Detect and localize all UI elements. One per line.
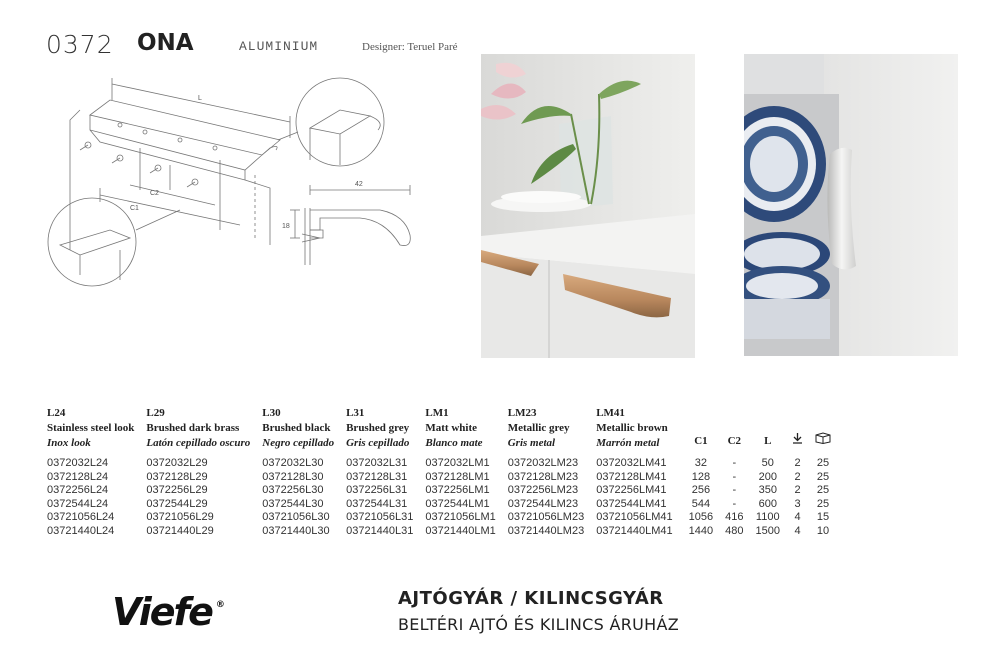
dim-cell-c1: 32 [694,457,708,469]
ref-cell-l29: 0372032L29 [146,457,208,469]
ref-cell-lm23: 0372544LM23 [507,497,579,510]
photo-cabinet-handle [744,54,958,356]
shop-name: AJTÓGYÁR / KILINCSGYÁR [398,588,664,609]
ref-cell-lm1: 0372256LM1 [425,484,490,496]
ref-cell-l31: 03721056L31 [346,511,414,523]
technical-drawing [40,70,470,330]
ref-cell-l24: 0372128L24 [47,470,109,483]
dim-cell-c2: - [732,497,737,510]
ref-cell-l24: 0372544L24 [47,497,109,510]
dim-l-label: L [198,95,202,102]
dim-cell-box: 25 [816,484,830,496]
ref-cell-l31: 0372032L31 [346,457,408,469]
ref-cell-lm1: 03721056LM1 [425,511,496,523]
ref-cell-lm23: 03721440LM23 [507,524,585,537]
ref-cell-l30: 0372544L30 [262,497,324,510]
ref-cell-lm41: 0372128LM41 [596,470,667,483]
ref-cell-lm23: 0372032LM23 [507,457,579,469]
dim-cell-c2: 480 [725,524,744,537]
ref-cell-lm23: 03721056LM23 [507,511,585,523]
table-row [45,457,837,471]
dim-cell-pack: 2 [794,470,801,483]
ref-cell-l24: 03721056L24 [47,511,115,523]
ref-cell-l30: 0372128L30 [262,470,324,483]
ref-cell-l24: 03721440L24 [47,524,115,537]
dim-c1-label: C1 [130,205,139,212]
ref-cell-lm1: 0372544LM1 [425,497,490,510]
ref-cell-lm41: 03721440LM41 [596,524,673,537]
dim-cell-c1: 256 [691,484,711,496]
table-row [45,498,837,512]
ref-cell-l29: 03721440L29 [146,524,214,537]
product-material: ALUMINIUM [239,39,319,54]
dim-cell-l: 1500 [755,524,780,537]
spec-table [45,406,837,538]
dim-cell-box: 15 [816,511,830,523]
ref-cell-lm41: 03721056LM41 [596,511,673,523]
product-name: ONA [137,30,194,56]
dim-cell-c1: 128 [691,470,711,483]
dim-cell-c1: 1056 [688,511,714,523]
finish-header-l30: L30 Brushed black Negro cepillado [262,407,335,449]
ref-cell-lm41: 0372256LM41 [596,484,667,496]
dim-cell-l: 350 [758,484,777,496]
dim-cell-c1: 544 [691,497,711,510]
dim-cell-pack: 2 [794,484,801,496]
header-c1: C1 [694,435,708,447]
header-l: L [764,435,772,447]
finish-header-l29: L29 Brushed dark brass Latón cepillado oscuro [146,407,251,449]
ref-cell-l29: 0372256L29 [146,484,208,496]
dim-cell-pack: 2 [794,457,801,469]
ref-cell-l24: 0372256L24 [47,484,109,496]
table-row [45,484,837,498]
dim-cell-box: 25 [816,497,830,510]
finish-header-l24: L24 Stainless steel look Inox look [47,407,135,449]
dim-cell-c2: 416 [725,511,744,523]
dim-height-label: 18 [282,223,290,230]
ref-cell-l31: 0372128L31 [346,470,408,483]
dim-cell-c1: 1440 [688,524,714,537]
designer-credit: Designer: Teruel Paré [362,41,458,53]
ref-cell-l31: 03721440L31 [346,524,414,537]
ref-cell-l24: 0372032L24 [47,457,109,469]
photo-kitchen-handles [481,54,695,358]
ref-cell-lm1: 0372032LM1 [425,457,490,469]
dim-cell-l: 200 [758,470,777,483]
box-icon [809,406,837,457]
ref-cell-l29: 03721056L29 [146,511,214,523]
dim-cell-l: 50 [761,457,774,469]
ref-cell-lm1: 03721440LM1 [425,524,496,537]
dim-width-label: 42 [355,181,363,188]
ref-cell-l29: 0372544L29 [146,497,208,510]
dim-cell-pack: 4 [794,524,801,537]
ref-cell-l29: 0372128L29 [146,470,208,483]
ref-cell-lm1: 0372128LM1 [425,470,490,483]
finish-header-lm1: LM1 Matt white Blanco mate [425,407,483,449]
ref-cell-l31: 0372544L31 [346,497,408,510]
dim-cell-c2: - [732,470,737,483]
download-arrow-icon [786,406,809,457]
dim-cell-l: 600 [758,497,777,510]
dim-cell-c2: - [732,457,737,469]
dim-cell-pack: 3 [794,497,801,510]
finish-header-lm23: LM23 Metallic grey Gris metal [507,407,570,449]
ref-cell-l30: 0372032L30 [262,457,324,469]
spec-header-row [45,406,837,457]
finish-header-l31: L31 Brushed grey Gris cepillado [346,407,410,449]
dim-cell-c2: - [732,484,737,496]
ref-cell-l30: 03721440L30 [262,524,330,537]
product-code: 0372 [46,30,114,59]
table-row [45,471,837,485]
dim-c2-label: C2 [150,190,159,197]
dim-cell-pack: 4 [794,511,801,523]
ref-cell-lm41: 0372544LM41 [596,497,667,510]
spec-body [45,457,837,538]
ref-cell-l30: 0372256L30 [262,484,324,496]
shop-tagline: BELTÉRI AJTÓ ÉS KILINCS ÁRUHÁZ [398,615,680,634]
ref-cell-lm23: 0372128LM23 [507,470,579,483]
table-row [45,525,837,539]
ref-cell-l30: 03721056L30 [262,511,330,523]
finish-header-lm41: LM41 Metallic brown Marrón metal [596,407,668,449]
dim-cell-box: 10 [816,524,830,537]
ref-cell-lm23: 0372256LM23 [507,484,579,496]
header-c2: C2 [727,435,742,447]
dim-cell-l: 1100 [755,511,780,523]
ref-cell-lm41: 0372032LM41 [596,457,667,469]
dim-cell-box: 25 [816,470,830,483]
table-row [45,511,837,525]
ref-cell-l31: 0372256L31 [346,484,408,496]
dim-cell-box: 25 [816,457,830,469]
brand-logo: Viefe ® [112,590,225,634]
